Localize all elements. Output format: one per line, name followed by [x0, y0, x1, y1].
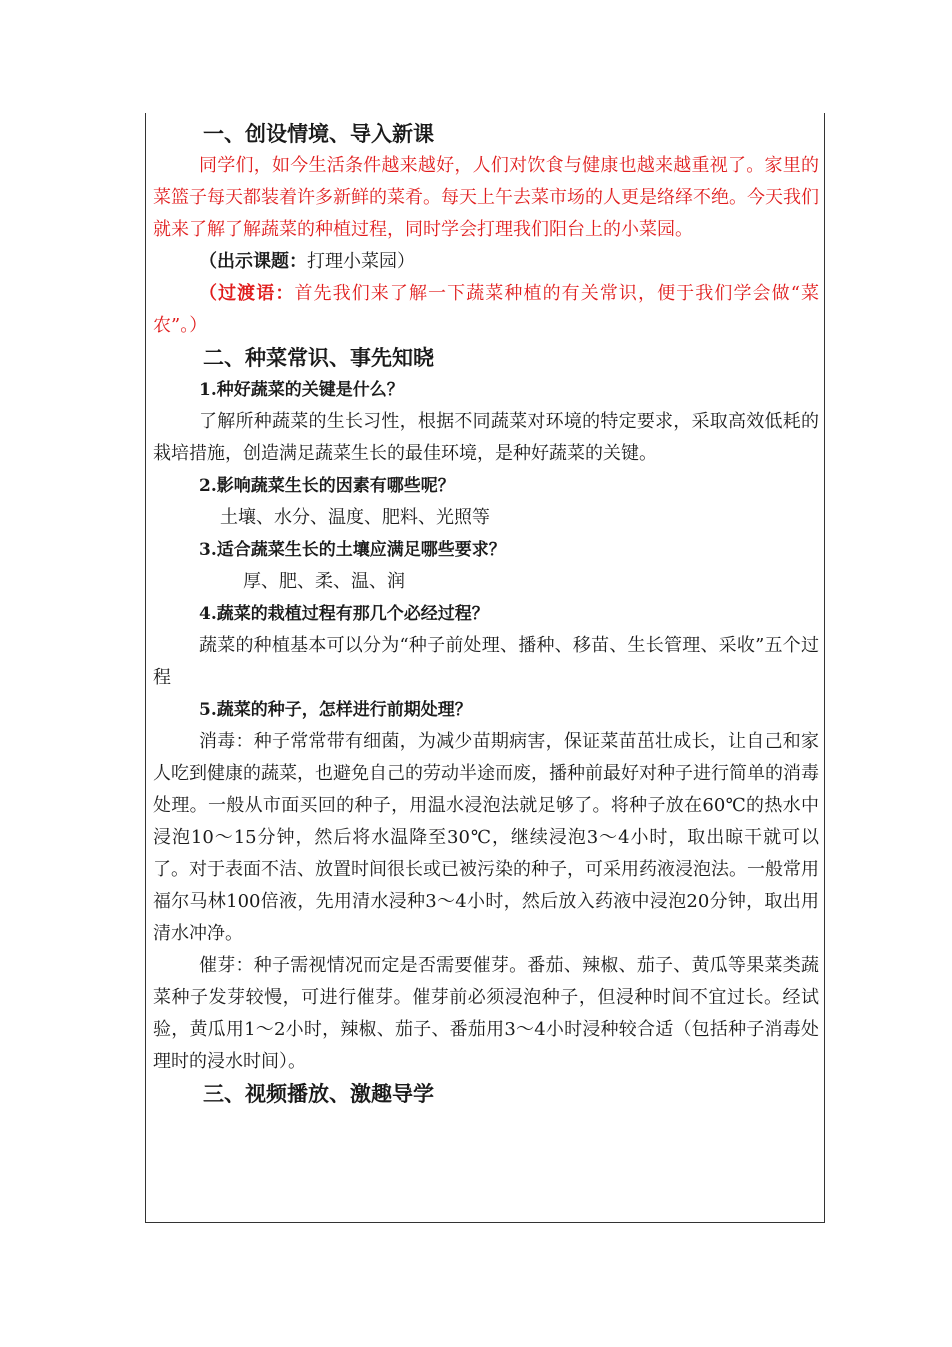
- answer-5-disinfection: 消毒：种子常常带有细菌，为减少苗期病害，保证菜苗茁壮成长，让自己和家人吃到健康的蔬菜，也避免自己的劳动半途而废，播种前最好对种子进行简单的消毒处理。一般从市面买回的种子，用温水浸泡法就足够了。将种子放在60℃的热水中浸泡10～15分钟，然后将水温降至30℃，继续浸泡3～4小时，取出晾干就可以了。对于表面不洁、放置时间很长或已被污染的种子，可采用药液浸泡法。一般常用福尔马林100倍液，先用清水浸种3～4小时，然后放入药液中浸泡20分钟，取出用清水冲净。: [153, 731, 819, 944]
- section-2-title: 二、种菜常识、事先知晓: [203, 345, 434, 370]
- question-1: 1.种好蔬菜的关键是什么？: [199, 380, 404, 400]
- topic-label: （出示课题：: [199, 251, 307, 272]
- question-4: 4.蔬菜的栽植过程有那几个必经过程？: [199, 604, 489, 624]
- question-5: 5.蔬菜的种子，怎样进行前期处理？: [199, 700, 472, 720]
- transition-text: 首先我们来了解一下蔬菜种植的有关常识，便于我们学会做“菜农”。）: [153, 283, 819, 336]
- transition-label: （过渡语：: [199, 283, 295, 304]
- lesson-content: [153, 118, 819, 1110]
- answer-4: 蔬菜的种植基本可以分为“种子前处理、播种、移苗、生长管理、采收”五个过程: [153, 635, 819, 688]
- answer-1: 了解所种蔬菜的生长习性，根据不同蔬菜对环境的特定要求，采取高效低耗的栽培措施，创造满足蔬菜生长的最佳环境，是种好蔬菜的关键。: [153, 411, 819, 464]
- topic-line: [153, 246, 819, 278]
- question-2: 2.影响蔬菜生长的因素有哪些呢？: [199, 476, 455, 496]
- transition-line: [153, 278, 819, 342]
- topic-text: 打理小菜园）: [307, 251, 415, 272]
- answer-5-germination: 催芽：种子需视情况而定是否需要催芽。番茄、辣椒、茄子、黄瓜等果菜类蔬菜种子发芽较慢，可进行催芽。催芽前必须浸泡种子，但浸种时间不宜过长。经试验，黄瓜用1～2小时，辣椒、茄子、番茄用3～4小时浸种较合适（包括种子消毒处理时的浸水时间）。: [153, 955, 819, 1072]
- answer-2: 土壤、水分、温度、肥料、光照等: [220, 507, 490, 528]
- section-1-title: 一、创设情境、导入新课: [203, 121, 434, 146]
- question-3: 3.适合蔬菜生长的土壤应满足哪些要求？: [199, 540, 506, 560]
- section-1-intro: 同学们，如今生活条件越来越好，人们对饮食与健康也越来越重视了。家里的菜篮子每天都装着许多新鲜的菜肴。每天上午去菜市场的人更是络绎不绝。今天我们就来了解了解蔬菜的种植过程，同时学会打理我们阳台上的小菜园。: [153, 155, 819, 240]
- section-3-title: 三、视频播放、激趣导学: [203, 1081, 434, 1106]
- answer-3: 厚、肥、柔、温、润: [243, 571, 405, 592]
